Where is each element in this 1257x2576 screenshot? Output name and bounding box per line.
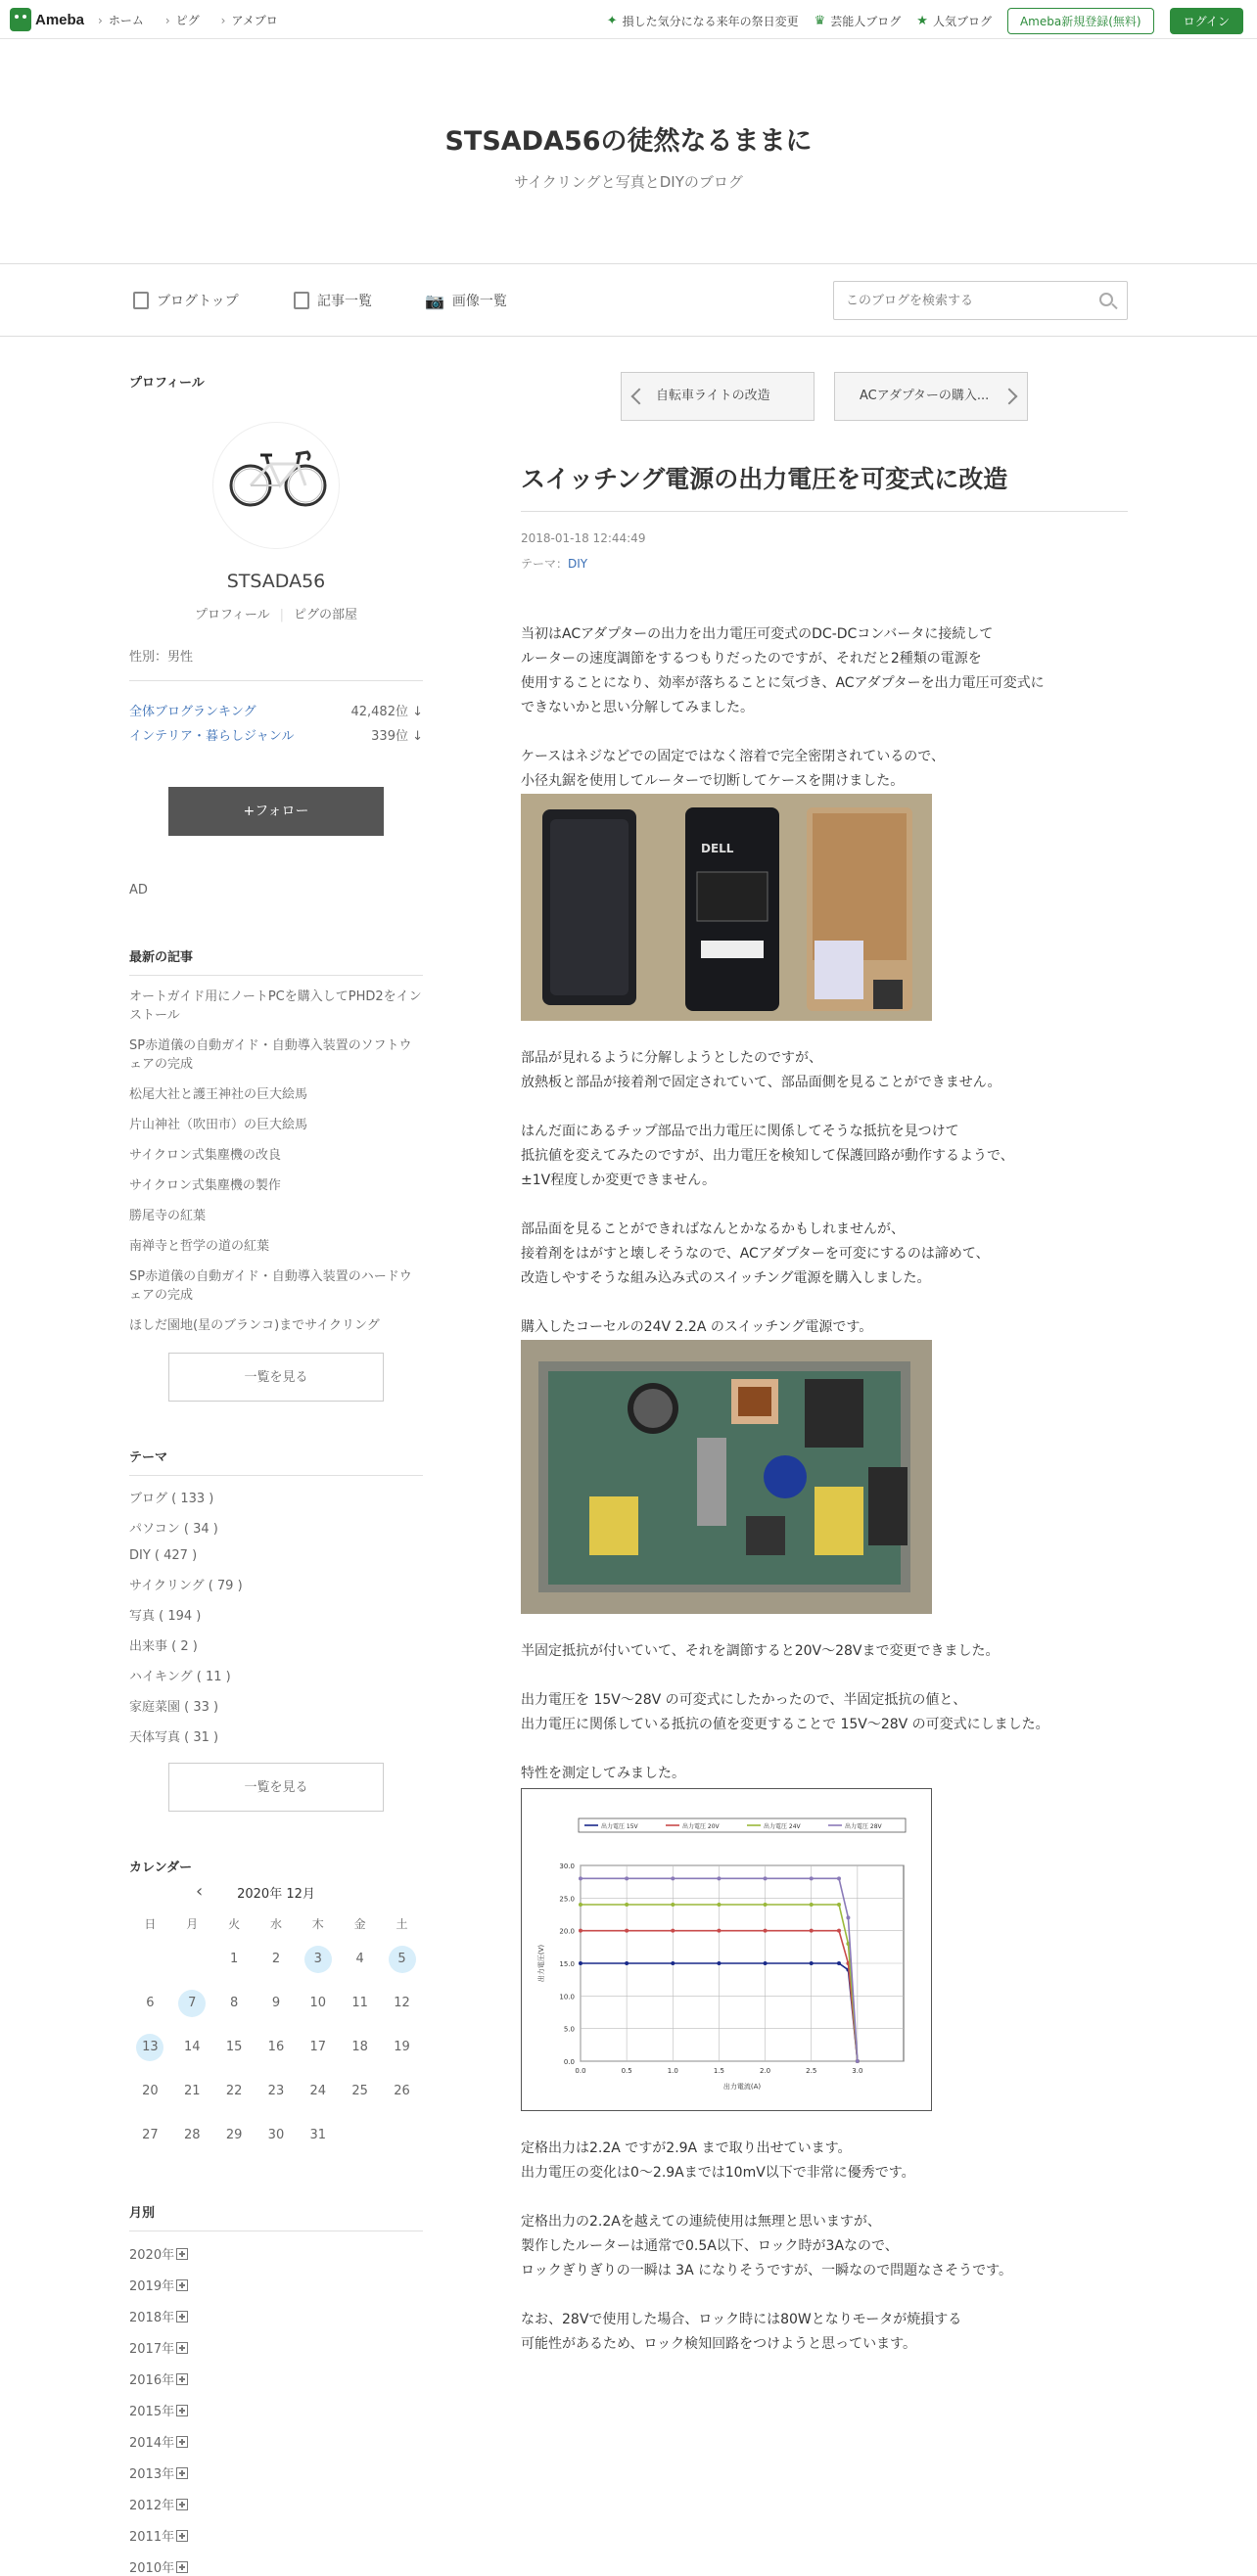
theme-item[interactable]: 出来事 ( 2 ) xyxy=(129,1639,198,1654)
x-axis-label: 出力電流(A) xyxy=(722,2083,762,2091)
calendar-day[interactable] xyxy=(129,2025,171,2069)
calendar-heading: カレンダー xyxy=(129,1861,193,1875)
expand-plus-icon[interactable] xyxy=(176,2311,188,2323)
month-item[interactable] xyxy=(129,2307,423,2325)
paragraph-line: 出力電圧に関係している抵抗の値を変更することで 15V～28V の可変式にしました。 xyxy=(521,1717,1049,1732)
calendar-day-number: 1 xyxy=(229,1951,239,1966)
register-button[interactable]: Ameba新規登録(無料) xyxy=(1007,8,1154,34)
list-item[interactable]: SP赤道儀の自動ガイド・自動導入装置のハードウェアの完成 xyxy=(129,1269,412,1303)
calendar-day xyxy=(339,1981,381,2025)
calendar-day xyxy=(256,1937,298,1981)
ameba-logo-icon xyxy=(10,8,31,31)
calendar-table xyxy=(129,1909,423,2157)
calendar-day xyxy=(297,1981,339,2025)
list-item[interactable]: 松尾大社と護王神社の巨大絵馬 xyxy=(129,1087,308,1102)
calendar-day-number: 20 xyxy=(142,2083,159,2098)
data-point xyxy=(671,1903,675,1907)
expand-plus-icon[interactable] xyxy=(176,2530,188,2542)
y-axis-label: 出力電圧(V) xyxy=(537,1944,545,1983)
calendar-day-number: 22 xyxy=(225,2083,243,2098)
month-label: 2012年 xyxy=(129,2499,175,2513)
ameba-logo[interactable]: Ameba xyxy=(10,8,84,31)
data-point xyxy=(579,1903,582,1907)
calendar-day-number: 13 xyxy=(136,2034,163,2061)
document-icon xyxy=(133,292,149,309)
calendar-day-number: 23 xyxy=(267,2083,285,2098)
blog-navbar xyxy=(0,265,1257,337)
profile-name: STSADA56 xyxy=(226,571,326,592)
calendar-day-number: 18 xyxy=(351,2039,368,2054)
blog-header xyxy=(0,39,1257,264)
ranking-link-genre[interactable]: インテリア・暮らしジャンル xyxy=(129,729,295,744)
data-point xyxy=(625,1929,628,1933)
month-item[interactable] xyxy=(129,2557,423,2576)
calendar-day xyxy=(213,1937,256,1981)
expand-plus-icon[interactable] xyxy=(176,2279,188,2291)
expand-plus-icon[interactable] xyxy=(176,2248,188,2260)
data-point xyxy=(837,1876,841,1880)
list-item[interactable]: オートガイド用にノートPCを購入してPHD2をインストール xyxy=(129,989,422,1023)
calendar-day xyxy=(256,2069,298,2113)
calendar-day-number: 21 xyxy=(183,2083,201,2098)
crown-icon: ♛ xyxy=(814,14,826,28)
month-item[interactable] xyxy=(129,2276,423,2294)
top-link-celebrity[interactable]: ♛ 芸能人ブログ xyxy=(814,14,902,28)
list-item[interactable]: 南禅寺と哲学の道の紅葉 xyxy=(129,1239,270,1254)
calendar-week xyxy=(129,2113,423,2157)
paragraph-line: ±1V程度しか変更できません。 xyxy=(521,1173,717,1188)
calendar-day-number: 14 xyxy=(183,2039,201,2054)
list-item[interactable]: 片山神社（吹田市）の巨大絵馬 xyxy=(129,1118,308,1132)
data-point xyxy=(837,1929,841,1933)
data-point xyxy=(810,1876,814,1880)
expand-plus-icon[interactable] xyxy=(176,2342,188,2354)
star-icon: ★ xyxy=(916,14,928,28)
calendar-weekday: 木 xyxy=(311,1916,324,1931)
ad-label: AD xyxy=(129,883,148,897)
calendar-day-number: 10 xyxy=(309,1995,327,2010)
search-input[interactable] xyxy=(834,282,1079,319)
calendar-weekday: 金 xyxy=(353,1916,366,1931)
paragraph-line: 部品面を見ることができればなんとかなるかもしれませんが、 xyxy=(521,1221,905,1237)
calendar-day xyxy=(381,2113,423,2157)
monthly-list xyxy=(129,2244,423,2576)
month-label: 2016年 xyxy=(129,2373,175,2388)
theme-item[interactable]: 天体写真 ( 31 ) xyxy=(129,1730,219,1745)
calendar-weekday: 火 xyxy=(228,1916,241,1931)
calendar-day xyxy=(129,1937,171,1981)
expand-plus-icon[interactable] xyxy=(176,2436,188,2448)
calendar-day-number: 4 xyxy=(355,1951,364,1966)
calendar-day-number: 19 xyxy=(394,2039,410,2054)
data-point xyxy=(579,1929,582,1933)
top-links xyxy=(607,8,1243,34)
data-point xyxy=(764,1929,768,1933)
calendar-weekday: 日 xyxy=(144,1916,157,1931)
ranking-link-overall[interactable]: 全体ブログランキング xyxy=(129,705,256,719)
calendar-day-number: 31 xyxy=(309,2127,327,2142)
paragraph-line: 出力電圧を 15V～28V の可変式にしたかったので、半固定抵抗の値と、 xyxy=(521,1692,967,1708)
x-tick-label: 1.5 xyxy=(713,2067,724,2075)
theme-item[interactable]: 写真 ( 194 ) xyxy=(129,1609,202,1624)
calendar-day xyxy=(339,2113,381,2157)
article-pager xyxy=(521,372,1128,421)
paragraph xyxy=(521,1120,1128,1193)
paragraph-line: なお、28Vで使用した場合、ロック時には80Wとなりモータが焼損する xyxy=(521,2312,962,2327)
paragraph-line: 出力電圧の変化は0～2.9Aまでは10mV以下で非常に優秀です。 xyxy=(521,2165,915,2181)
next-article-button[interactable]: ACアダプターの購入... xyxy=(834,372,1028,421)
recent-list xyxy=(129,988,423,1335)
data-point xyxy=(846,1915,850,1919)
calendar-day-number: 9 xyxy=(271,1995,281,2010)
data-point xyxy=(625,1876,628,1880)
x-tick-label: 2.0 xyxy=(760,2067,771,2075)
month-label: 2011年 xyxy=(129,2530,175,2545)
data-point xyxy=(856,2059,860,2063)
recent-more-button[interactable]: 一覧を見る xyxy=(168,1353,384,1402)
calendar-week xyxy=(129,1937,423,1981)
paragraph-line: 改造しやすそうな組み込み式のスイッチング電源を購入しました。 xyxy=(521,1270,931,1286)
paragraph-line: ロックぎりぎりの一瞬は 3A になりそうですが、一瞬なので問題なさそうです。 xyxy=(521,2263,1012,2278)
monthly-heading: 月別 xyxy=(129,2202,423,2231)
paragraph-line: はんだ面にあるチップ部品で出力電圧に関係してそうな抵抗を見つけて xyxy=(521,1124,959,1139)
ranking-value: 339位 ↓ xyxy=(371,729,423,744)
search-icon[interactable] xyxy=(1099,293,1113,306)
calendar-day xyxy=(213,2069,256,2113)
paragraph-line: 特性を測定してみました。 xyxy=(521,1766,685,1781)
legend-label: 出力電圧 15V xyxy=(601,1823,638,1830)
calendar-day xyxy=(297,2113,339,2157)
paragraph xyxy=(521,1046,1128,1095)
legend-label: 出力電圧 24V xyxy=(764,1823,801,1830)
x-tick-label: 3.0 xyxy=(852,2067,863,2075)
calendar-day xyxy=(297,2069,339,2113)
calendar-day xyxy=(213,2113,256,2157)
calendar-day xyxy=(339,2025,381,2069)
top-bar xyxy=(0,0,1257,39)
switching-power-supply-photo[interactable] xyxy=(521,1340,932,1614)
data-point xyxy=(625,1903,628,1907)
top-nav-pigg[interactable]: › ピグ xyxy=(165,12,200,28)
legend-label: 出力電圧 28V xyxy=(845,1823,882,1830)
x-tick-label: 2.5 xyxy=(806,2067,817,2075)
theme-item[interactable]: DIY ( 427 ) xyxy=(129,1548,198,1563)
ranking-list xyxy=(129,701,423,744)
data-point xyxy=(717,1929,721,1933)
data-point xyxy=(717,1876,721,1880)
ranking-row xyxy=(129,725,423,744)
nav-image-list[interactable]: 📷 画像一覧 xyxy=(425,291,507,310)
calendar-day-number: 27 xyxy=(142,2127,159,2142)
calendar-day-number: 28 xyxy=(183,2127,201,2142)
month-item[interactable] xyxy=(129,2244,423,2263)
paragraph-line: 接着剤をはがすと壊しそうなので、ACアダプターを可変にするのは諦めて、 xyxy=(521,1246,990,1262)
list-item[interactable]: サイクロン式集塵機の改良 xyxy=(129,1148,281,1163)
y-tick-label: 10.0 xyxy=(559,1993,575,2001)
calendar-day-number: 24 xyxy=(309,2083,327,2098)
sparkle-icon: ✦ xyxy=(606,14,618,28)
paragraph-line: 定格出力の2.2Aを越えての連続使用は無理と思いますが、 xyxy=(521,2214,881,2230)
ranking-row xyxy=(129,701,423,719)
y-tick-label: 5.0 xyxy=(563,2025,575,2034)
article-title[interactable]: スイッチング電源の出力電圧を可変式に改造 xyxy=(521,460,1128,512)
calendar-day xyxy=(129,2069,171,2113)
profile-links xyxy=(129,604,423,622)
article-date: 2018-01-18 12:44:49 xyxy=(521,531,646,545)
calendar-week xyxy=(129,2025,423,2069)
paragraph xyxy=(521,2210,1128,2283)
paragraph-line: 部品が見れるように分解しようとしたのですが、 xyxy=(521,1050,822,1066)
month-item[interactable] xyxy=(129,2401,423,2419)
copy-icon xyxy=(294,292,309,309)
top-nav-home[interactable]: › ホーム xyxy=(98,12,144,28)
calendar-day xyxy=(256,2113,298,2157)
month-label: 2018年 xyxy=(129,2311,175,2325)
month-label: 2014年 xyxy=(129,2436,175,2451)
nav-blog-top[interactable]: ブログトップ xyxy=(133,291,239,310)
paragraph xyxy=(521,1688,1128,1737)
paragraph xyxy=(521,1639,1128,1664)
calendar-month: ‹ 2020年 12月 xyxy=(196,1881,315,1902)
recent-heading: 最新の記事 xyxy=(129,946,423,976)
calendar-day[interactable] xyxy=(381,1937,423,1981)
ranking-value: 42,482位 ↓ xyxy=(350,705,423,719)
paragraph-line: 可能性があるため、ロック検知回路をつけようと思っています。 xyxy=(521,2336,917,2352)
theme-more-button[interactable]: 一覧を見る xyxy=(168,1763,384,1812)
month-item[interactable] xyxy=(129,2338,423,2357)
divider: | xyxy=(279,608,285,622)
list-item[interactable]: ほしだ園地(星のブランコ)までサイクリング xyxy=(129,1318,380,1333)
x-tick-label: 0.5 xyxy=(621,2067,632,2075)
top-link-popular[interactable]: ★ 人気ブログ xyxy=(916,14,992,28)
paragraph-line: 当初はACアダプターの出力を出力電圧可変式のDC-DCコンバータに接続して xyxy=(521,626,994,642)
paragraph xyxy=(521,1315,1128,1340)
calendar-day xyxy=(171,2025,213,2069)
login-button[interactable]: ログイン xyxy=(1170,8,1243,34)
paragraph xyxy=(521,745,1128,794)
calendar-day xyxy=(256,1981,298,2025)
svg-text:DELL: DELL xyxy=(701,842,734,855)
paragraph-line: ルーターの速度調節をするつもりだったのですが、それだと2種類の電源を xyxy=(521,651,982,667)
calendar-day-number: 3 xyxy=(304,1946,332,1973)
prev-article-button[interactable]: 自転車ライトの改造 xyxy=(621,372,815,421)
data-point xyxy=(625,1961,628,1965)
calendar-day xyxy=(129,1981,171,2025)
month-item[interactable] xyxy=(129,2526,423,2545)
calendar-day xyxy=(381,2025,423,2069)
pigg-room-link[interactable]: ピグの部屋 xyxy=(294,608,358,622)
profile-heading: プロフィール xyxy=(129,376,205,391)
blog-search xyxy=(833,281,1128,320)
nav-article-list[interactable]: 記事一覧 xyxy=(294,291,372,310)
y-tick-label: 0.0 xyxy=(563,2058,575,2066)
y-tick-label: 30.0 xyxy=(559,1863,575,1870)
calendar-day-number: 15 xyxy=(225,2039,243,2054)
expand-plus-icon[interactable] xyxy=(176,2499,188,2510)
data-point xyxy=(764,1961,768,1965)
month-item[interactable] xyxy=(129,2432,423,2451)
calendar-day-number: 11 xyxy=(351,1995,368,2010)
calendar-day-number: 8 xyxy=(229,1995,239,2010)
paragraph xyxy=(521,2137,1128,2185)
data-point xyxy=(764,1876,768,1880)
calendar-day xyxy=(213,2025,256,2069)
calendar-day-number: 26 xyxy=(394,2083,410,2098)
month-item[interactable] xyxy=(129,2495,423,2513)
month-label: 2013年 xyxy=(129,2467,175,2482)
characteristics-chart xyxy=(521,1788,932,2111)
paragraph-line: 小径丸鋸を使用してルーターで切断してケースを開けました。 xyxy=(521,773,905,789)
theme-heading: テーマ xyxy=(129,1447,423,1476)
top-nav-ameblo[interactable]: › アメブロ xyxy=(221,12,278,28)
calendar-day xyxy=(171,2069,213,2113)
calendar-day xyxy=(339,1937,381,1981)
paragraph-line: 使用することになり、効率が落ちることに気づき、ACアダプターを出力電圧可変式に xyxy=(521,675,1045,691)
paragraph-line: 購入したコーセルの24V 2.2A のスイッチング電源です。 xyxy=(521,1319,873,1335)
paragraph xyxy=(521,1218,1128,1291)
data-point xyxy=(717,1903,721,1907)
calendar-day xyxy=(381,2069,423,2113)
theme-link[interactable]: DIY xyxy=(568,557,588,571)
calendar-day xyxy=(381,1981,423,2025)
calendar-day xyxy=(339,2069,381,2113)
blog-title[interactable]: STSADA56の徒然なるままに xyxy=(444,126,813,157)
data-point xyxy=(837,1961,841,1965)
theme-item[interactable]: ハイキング ( 11 ) xyxy=(129,1670,231,1684)
top-link-holiday[interactable]: ✦ 損した気分になる来年の祭日変更 xyxy=(606,14,799,28)
calendar-day xyxy=(129,2113,171,2157)
paragraph xyxy=(521,1762,1128,1786)
calendar-day xyxy=(171,1937,213,1981)
data-point xyxy=(837,1903,841,1907)
calendar-day[interactable] xyxy=(297,1937,339,1981)
data-point xyxy=(671,1876,675,1880)
paragraph-line: できないかと思い分解してみました。 xyxy=(521,700,754,715)
calendar-day-number: 7 xyxy=(178,1990,206,2017)
data-point xyxy=(717,1961,721,1965)
calendar-day-number: 30 xyxy=(267,2127,285,2142)
month-label: 2015年 xyxy=(129,2405,175,2419)
list-item[interactable]: サイクロン式集塵機の製作 xyxy=(129,1178,281,1193)
theme-list xyxy=(129,1488,423,1745)
list-item[interactable]: SP赤道儀の自動ガイド・自動導入装置のソフトウェアの完成 xyxy=(129,1038,412,1072)
calendar-day xyxy=(297,2025,339,2069)
calendar-day-number: 5 xyxy=(389,1946,416,1973)
bicycle-image xyxy=(213,423,340,549)
camera-icon: 📷 xyxy=(425,291,444,310)
paragraph-line: ケースはネジなどでの固定ではなく溶着で完全密閉されているので、 xyxy=(521,749,946,764)
calendar-day-number: 12 xyxy=(394,1995,410,2010)
theme-item[interactable]: パソコン ( 34 ) xyxy=(129,1522,218,1537)
paragraph-line: 抵抗値を変えてみたのですが、出力電圧を検知して保護回路が動作するようで、 xyxy=(521,1148,1014,1164)
theme-item[interactable]: 家庭菜園 ( 33 ) xyxy=(129,1700,219,1715)
y-tick-label: 15.0 xyxy=(559,1960,575,1968)
calendar-day xyxy=(256,2025,298,2069)
calendar-day-number: 6 xyxy=(146,1995,155,2010)
sidebar xyxy=(129,372,423,2576)
profile-sex: 性別：男性 xyxy=(129,646,423,681)
data-point xyxy=(579,1961,582,1965)
paragraph xyxy=(521,2308,1128,2357)
calendar-day xyxy=(213,1981,256,2025)
calendar-day-number: 17 xyxy=(309,2039,327,2054)
avatar[interactable] xyxy=(212,422,340,549)
y-tick-label: 20.0 xyxy=(559,1927,575,1936)
article xyxy=(521,372,1128,2357)
article-theme: テーマ：DIY xyxy=(521,557,588,571)
calendar-week xyxy=(129,2069,423,2113)
paragraph-line: 半固定抵抗が付いていて、それを調節すると20V～28Vまで変更できました。 xyxy=(521,1643,1000,1659)
x-tick-label: 0.0 xyxy=(575,2067,586,2075)
calendar-weekday: 水 xyxy=(269,1916,282,1931)
top-nav xyxy=(98,12,278,28)
expand-plus-icon[interactable] xyxy=(176,2467,188,2479)
list-item[interactable]: 勝尾寺の紅葉 xyxy=(129,1209,207,1223)
follow-button[interactable]: +フォロー xyxy=(168,787,384,836)
blog-subtitle: サイクリングと写真とDIYのブログ xyxy=(514,173,743,191)
theme-item[interactable]: サイクリング ( 79 ) xyxy=(129,1579,243,1593)
profile-link[interactable]: プロフィール xyxy=(194,608,270,622)
y-tick-label: 25.0 xyxy=(559,1895,575,1904)
paragraph xyxy=(521,622,1128,720)
expand-plus-icon[interactable] xyxy=(176,2405,188,2416)
data-point xyxy=(671,1929,675,1933)
article-body xyxy=(521,622,1128,2357)
month-label: 2020年 xyxy=(129,2248,175,2263)
calendar-day[interactable] xyxy=(171,1981,213,2025)
paragraph-line: 放熱板と部品が接着剤で固定されていて、部品面側を見ることができません。 xyxy=(521,1075,1001,1090)
calendar-day xyxy=(171,2113,213,2157)
calendar-day-number: 16 xyxy=(267,2039,285,2054)
data-point xyxy=(579,1876,582,1880)
legend-label: 出力電圧 20V xyxy=(682,1823,720,1830)
paragraph-line: 定格出力は2.2A ですが2.9A まで取り出せています。 xyxy=(521,2140,852,2156)
month-label: 2019年 xyxy=(129,2279,175,2294)
calendar-day-number: 29 xyxy=(225,2127,243,2142)
calendar-day-number: 25 xyxy=(351,2083,368,2098)
calendar-weekday: 土 xyxy=(396,1916,408,1931)
adapter-disassembled-photo[interactable] xyxy=(521,794,932,1021)
data-point xyxy=(810,1903,814,1907)
month-label: 2010年 xyxy=(129,2561,175,2576)
calendar-weekday: 月 xyxy=(186,1916,199,1931)
calendar-day-number: 2 xyxy=(271,1951,281,1966)
data-point xyxy=(810,1961,814,1965)
month-item[interactable] xyxy=(129,2369,423,2388)
expand-plus-icon[interactable] xyxy=(176,2561,188,2573)
theme-item[interactable]: ブログ ( 133 ) xyxy=(129,1492,214,1506)
paragraph-line: 製作したルーターは通常で0.5A以下、ロック時が3Aなので、 xyxy=(521,2238,899,2254)
chevron-left-icon[interactable]: ‹ xyxy=(196,1881,204,1902)
data-point xyxy=(810,1929,814,1933)
month-item[interactable] xyxy=(129,2463,423,2482)
calendar-week xyxy=(129,1981,423,2025)
month-label: 2017年 xyxy=(129,2342,175,2357)
data-point xyxy=(671,1961,675,1965)
expand-plus-icon[interactable] xyxy=(176,2373,188,2385)
chart-svg xyxy=(522,1789,931,2110)
data-point xyxy=(764,1903,768,1907)
x-tick-label: 1.0 xyxy=(667,2067,678,2075)
